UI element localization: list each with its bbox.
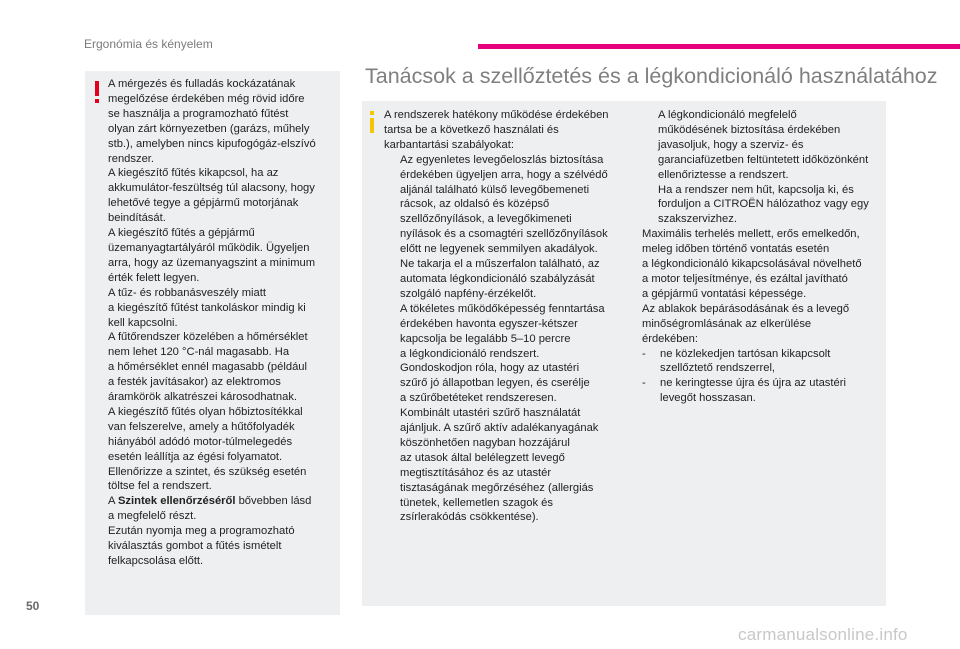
- paragraph-line: a motor teljesítménye, és ezáltal javítható: [642, 272, 848, 285]
- list-item-text: a szűrőbetéteket rendszeresen.: [400, 392, 557, 405]
- tips-intro: [384, 108, 630, 153]
- list-item-text: az utasok által belélegzett levegő: [400, 451, 565, 464]
- ref-prefix: A: [108, 495, 118, 508]
- bullet-line: [384, 272, 630, 287]
- intro-line: A rendszerek hatékony működése érdekében: [384, 109, 609, 121]
- list-item-text: tünetek, kellemetlen szagok és: [400, 496, 553, 509]
- warning-line: Ellenőrizze a szintet, és szükség esetén: [108, 465, 307, 478]
- list-item-text: ajánljuk. A szűrő aktív adalékanyagának: [400, 422, 599, 435]
- list-item-text: szellőzőnyílások, a levegőkimeneti: [400, 213, 572, 226]
- bullet-line: [384, 287, 630, 302]
- list-item-text: Ne takarja el a műszerfalon található, az: [400, 258, 600, 271]
- list-item-text: megtisztításához és az utastér: [400, 466, 552, 479]
- warning-line: A mérgezés és fulladás kockázatának: [108, 78, 296, 90]
- bullet-line: [384, 421, 630, 436]
- warning-line: A fűtőrendszer közelében a hőmérséklet: [108, 331, 308, 344]
- warning-line: nem lehet 120 °C-nál magasabb. Ha: [108, 346, 290, 359]
- warning-text: [108, 77, 336, 569]
- bullet-line: [384, 391, 630, 406]
- list-item-text: szolgáló napfény-érzékelőt.: [400, 287, 537, 300]
- warning-line: lehetővé tegye a gépjármű motorjának: [108, 197, 299, 210]
- warning-line: olyan zárt környezetben (garázs, műhely: [108, 122, 310, 135]
- bullet-line: [384, 347, 630, 362]
- list-item-text: szűrő jó állapotban legyen, és cserélje: [400, 377, 590, 390]
- bullet-line: [384, 406, 630, 421]
- bullet-line: [384, 332, 630, 347]
- tips-column-1: [384, 108, 630, 525]
- page-number: 50: [26, 599, 40, 613]
- warning-line: van felszerelve, amely a hűtőfolyadék: [108, 420, 295, 433]
- paragraph-line: a gépjármű vontatási képessége.: [642, 287, 807, 300]
- warning-line: A tűz- és robbanásveszély miatt: [108, 286, 266, 299]
- section-header: Ergonómia és kényelem: [84, 37, 213, 51]
- warning-line: érték felett legyen.: [108, 271, 200, 284]
- ref-bold-link: Szintek ellenőrzéséről: [117, 495, 236, 508]
- warning-line: akkumulátor-feszültség túl alacsony, hogy: [108, 182, 315, 195]
- list-item-text: rácsok, az oldalsó és középső: [400, 198, 550, 211]
- list-item-text: Gondoskodjon róla, hogy az utastéri: [400, 362, 580, 375]
- list-item-text: ne közlekedjen tartósan kikapcsolt: [660, 347, 831, 360]
- bullet-line: [384, 153, 630, 168]
- warning-line: üzemanyagtartályáról működik. Ügyeljen: [108, 241, 310, 254]
- bullet-line: [642, 138, 886, 153]
- bullet-line: [384, 212, 630, 227]
- list-item-text: szellőztető rendszerrel,: [660, 362, 776, 375]
- bullet-line: [384, 317, 630, 332]
- list-item-text: A légkondicionáló megfelelő: [658, 109, 797, 121]
- bullet-line: [384, 168, 630, 183]
- warning-tail-lines: [108, 509, 336, 569]
- warning-line: Ezután nyomja meg a programozható: [108, 525, 295, 538]
- list-item-text: érdekében ügyeljen arra, hogy a szélvédő: [400, 168, 608, 181]
- list-item-text: tisztaságának megőrzéséhez (allergiás: [400, 481, 594, 494]
- tips-bullet-list: [384, 153, 630, 526]
- warning-line: áramkörök alkatrészei károsodhatnak.: [108, 391, 298, 404]
- warning-line: a kiegészítő fűtést tankoláskor mindig ki: [108, 301, 306, 314]
- warning-line: A kiegészítő fűtés olyan hőbiztosítékkal: [108, 405, 303, 418]
- intro-line: tartsa be a következő használati és: [384, 123, 559, 136]
- info-icon: [368, 111, 376, 133]
- dash-line: [642, 361, 886, 376]
- warning-line: kiválasztás gombot a fűtés ismételt: [108, 540, 282, 553]
- bullet-line: [384, 436, 630, 451]
- warning-line: arra, hogy az üzemanyagszint a minimum: [108, 256, 316, 269]
- list-item-text: garanciafüzetben feltüntetett időközönként: [658, 153, 869, 166]
- warning-lines: [108, 77, 336, 494]
- list-item-text: javasoljuk, hogy a szerviz- és: [658, 138, 804, 151]
- bullet-line: [642, 183, 886, 198]
- bullet-line: [642, 197, 886, 212]
- ref-suffix: bővebben lásd: [235, 495, 312, 508]
- bullet-line: [384, 257, 630, 272]
- list-item-text: érdekében havonta egyszer-kétszer: [400, 317, 578, 330]
- warning-line: A kiegészítő fűtés a gépjármű: [108, 227, 255, 240]
- warning-line: a festék javításakor) az elektromos: [108, 376, 281, 389]
- bullet-line: [384, 361, 630, 376]
- dash-line: [642, 376, 886, 391]
- paragraph-line: minőségromlásának az elkerülése: [642, 317, 812, 330]
- list-item-text: nyílások és a csomagtéri szellőzőnyílások: [400, 228, 608, 241]
- list-item-text: köszönhetően nagyban hozzájárul: [400, 436, 570, 449]
- bullet-line: [384, 496, 630, 511]
- tips-paragraph: [642, 227, 886, 346]
- list-item-text: forduljon a CITROËN hálózathoz vagy egy: [658, 198, 869, 211]
- list-item-text: Kombinált utastéri szűrő használatát: [400, 407, 581, 420]
- warning-line: beindítását.: [108, 212, 166, 225]
- list-item-text: ne keringtesse újra és újra az utastéri: [660, 377, 846, 390]
- tips-dash-list: [642, 347, 886, 407]
- bullet-line: [384, 481, 630, 496]
- warning-line: se használja a programozható fűtést: [108, 107, 289, 120]
- bullet-line: [642, 108, 886, 123]
- header-accent-bar: [478, 44, 960, 49]
- bullet-line: [642, 153, 886, 168]
- bullet-line: [384, 466, 630, 481]
- list-marker: -: [642, 377, 646, 390]
- warning-line: kell kapcsolni.: [108, 316, 178, 329]
- list-item-text: levegőt hosszasan.: [660, 392, 756, 405]
- paragraph-line: érdekében:: [642, 332, 698, 345]
- list-item-text: aljánál található külső levegőbemeneti: [400, 183, 590, 196]
- list-marker: -: [642, 347, 646, 360]
- exclamation-icon: [92, 80, 102, 104]
- list-item-text: a légkondicionáló rendszert.: [400, 347, 540, 360]
- warning-line: esetén leállítja az égési folyamatot.: [108, 450, 283, 463]
- tips-column-2: [642, 108, 886, 406]
- paragraph-line: Maximális terhelés mellett, erős emelkedőn,: [642, 228, 860, 241]
- bullet-line: [642, 212, 886, 227]
- dash-line: [642, 347, 886, 362]
- list-item-text: előtt ne legyenek semmilyen akadályok.: [400, 243, 598, 256]
- list-item-text: Ha a rendszer nem hűt, kapcsolja ki, és: [658, 183, 854, 196]
- list-item-text: Az egyenletes levegőeloszlás biztosítása: [400, 153, 604, 166]
- tips-bullet-list-2: [642, 108, 886, 227]
- dash-line: [642, 391, 886, 406]
- list-item-text: zsírlerakódás csökkentése).: [400, 511, 539, 524]
- intro-line: karbantartási szabályokat:: [384, 138, 514, 151]
- paragraph-line: meleg időben történő vontatás esetén: [642, 243, 830, 256]
- warning-line: stb.), amelyben nincs kipufogógáz-elszívó: [108, 137, 316, 150]
- warning-line: megelőzése érdekében még rövid időre: [108, 92, 305, 105]
- paragraph-line: Az ablakok bepárásodásának és a levegő: [642, 302, 850, 315]
- list-item-text: automata légkondicionáló szabályzását: [400, 272, 595, 285]
- bullet-line: [384, 376, 630, 391]
- list-item-text: szakszervizhez.: [658, 213, 737, 226]
- warning-line: töltse fel a rendszert.: [108, 480, 212, 493]
- bullet-line: [384, 197, 630, 212]
- warning-ref-line: [108, 494, 336, 509]
- paragraph-line: a légkondicionáló kikapcsolásával növelhető: [642, 258, 862, 271]
- warning-line: hiányából adódó motor-túlmelegedés: [108, 435, 293, 448]
- warning-line: rendszer.: [108, 152, 155, 165]
- bullet-line: [384, 302, 630, 317]
- bullet-line: [384, 242, 630, 257]
- list-item-text: működésének biztosítása érdekében: [658, 123, 841, 136]
- warning-line: a hőmérséklet ennél magasabb (például: [108, 361, 308, 374]
- watermark: carmanualsonline.info: [738, 625, 908, 644]
- list-item-text: ellenőriztesse a rendszert.: [658, 168, 789, 181]
- bullet-line: [384, 451, 630, 466]
- bullet-line: [642, 123, 886, 138]
- bullet-line: [384, 183, 630, 198]
- tips-title: Tanácsok a szellőztetés és a légkondicionáló használatához: [365, 64, 938, 88]
- bullet-line: [384, 510, 630, 525]
- bullet-line: [384, 227, 630, 242]
- warning-line: A kiegészítő fűtés kikapcsol, ha az: [108, 167, 279, 180]
- list-item-text: A tökéletes működőképesség fenntartása: [400, 302, 605, 315]
- list-item-text: kapcsolja be legalább 5–10 percre: [400, 332, 571, 345]
- bullet-line: [642, 168, 886, 183]
- warning-line: felkapcsolása előtt.: [108, 555, 204, 567]
- warning-line: a megfelelő részt.: [108, 510, 197, 523]
